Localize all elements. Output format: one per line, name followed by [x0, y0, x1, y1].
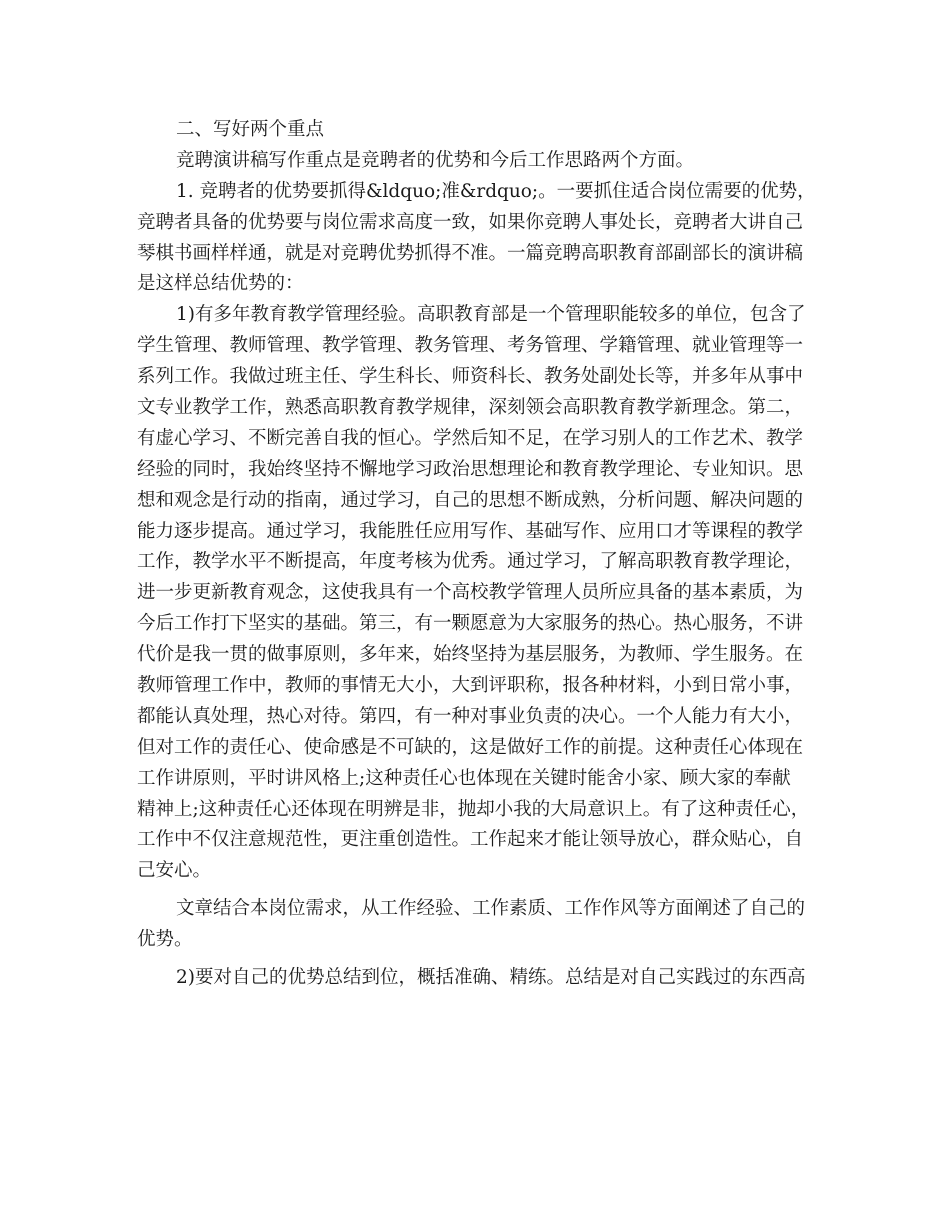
paragraph-line: 竞聘演讲稿写作重点是竞聘者的优势和今后工作思路两个方面。 [176, 149, 695, 171]
paragraph-line: 己安心。 [137, 860, 212, 882]
paragraph-gap [137, 956, 827, 963]
paragraph-line: 系列工作。我做过班主任、学生科长、师资科长、教务处副处长等，并多年从事中 [137, 366, 804, 388]
paragraph-line: 竞聘者具备的优势要与岗位需求高度一致，如果你竞聘人事处长，竞聘者大讲自己 [137, 211, 804, 233]
paragraph-line: 都能认真处理，热心对待。第四，有一种对事业负责的决心。一个人能力有大小， [137, 705, 804, 727]
paragraph-line: 代价是我一贯的做事原则，多年来，始终坚持为基层服务，为教师、学生服务。在 [137, 644, 804, 666]
paragraph-line: 经验的同时，我始终坚持不懈地学习政治思想理论和教育教学理论、专业知识。思 [137, 458, 804, 480]
paragraph-line: 今后工作打下坚实的基础。第三，有一颗愿意为大家服务的热心。热心服务，不讲 [137, 613, 804, 635]
paragraph-line: 进一步更新教育观念，这使我具有一个高校教学管理人员所应具备的基本素质，为 [137, 582, 804, 604]
document-body [137, 115, 827, 994]
paragraph-line: 1. 竞聘者的优势要抓得&ldquo;准&rdquo;。一要抓住适合岗位需要的优势， [176, 180, 816, 202]
paragraph-line: 是这样总结优势的： [137, 273, 304, 295]
paragraph-line: 工作讲原则，平时讲风格上;这种责任心也体现在关键时能舍小家、顾大家的奉献 [137, 767, 791, 789]
paragraph-line: 能力逐步提高。通过学习，我能胜任应用写作、基础写作、应用口才等课程的教学 [137, 520, 804, 542]
paragraph-line: 文章结合本岗位需求，从工作经验、工作素质、工作作风等方面阐述了自己的 [176, 898, 806, 920]
paragraph-line: 精神上;这种责任心还体现在明辨是非，抛却小我的大局意识上。有了这种责任心， [137, 798, 810, 820]
section-heading: 二、写好两个重点 [176, 119, 325, 140]
paragraph-line: 但对工作的责任心、使命感是不可缺的，这是做好工作的前提。这种责任心体现在 [137, 736, 804, 758]
paragraph-line: 2)要对自己的优势总结到位，概括准确、精练。总结是对自己实践过的东西高 [176, 967, 806, 989]
paragraph-line: 有虚心学习、不断完善自我的恒心。学然后知不足，在学习别人的工作艺术、教学 [137, 427, 804, 449]
paragraph-line: 文专业教学工作，熟悉高职教育教学规律，深刻领会高职教育教学新理念。第二， [137, 397, 804, 419]
paragraph-line: 优势。 [137, 929, 193, 951]
paragraph-line: 1)有多年教育教学管理经验。高职教育部是一个管理职能较多的单位，包含了 [176, 304, 806, 326]
paragraph-line: 学生管理、教师管理、教学管理、教务管理、考务管理、学籍管理、就业管理等一 [137, 335, 804, 357]
paragraph-line: 教师管理工作中，教师的事情无大小，大到评职称，报各种材料，小到日常小事， [137, 675, 804, 697]
paragraph-line: 工作，教学水平不断提高，年度考核为优秀。通过学习，了解高职教育教学理论， [137, 551, 804, 573]
paragraph-line: 想和观念是行动的指南，通过学习，自己的思想不断成熟，分析问题、解决问题的 [137, 489, 804, 511]
paragraph-line: 工作中不仅注意规范性，更注重创造性。工作起来才能让领导放心，群众贴心，自 [137, 829, 804, 851]
paragraph-line: 琴棋书画样样通，就是对竞聘优势抓得不准。一篇竞聘高职教育部副部长的演讲稿 [137, 242, 804, 264]
paragraph-gap [137, 887, 827, 894]
